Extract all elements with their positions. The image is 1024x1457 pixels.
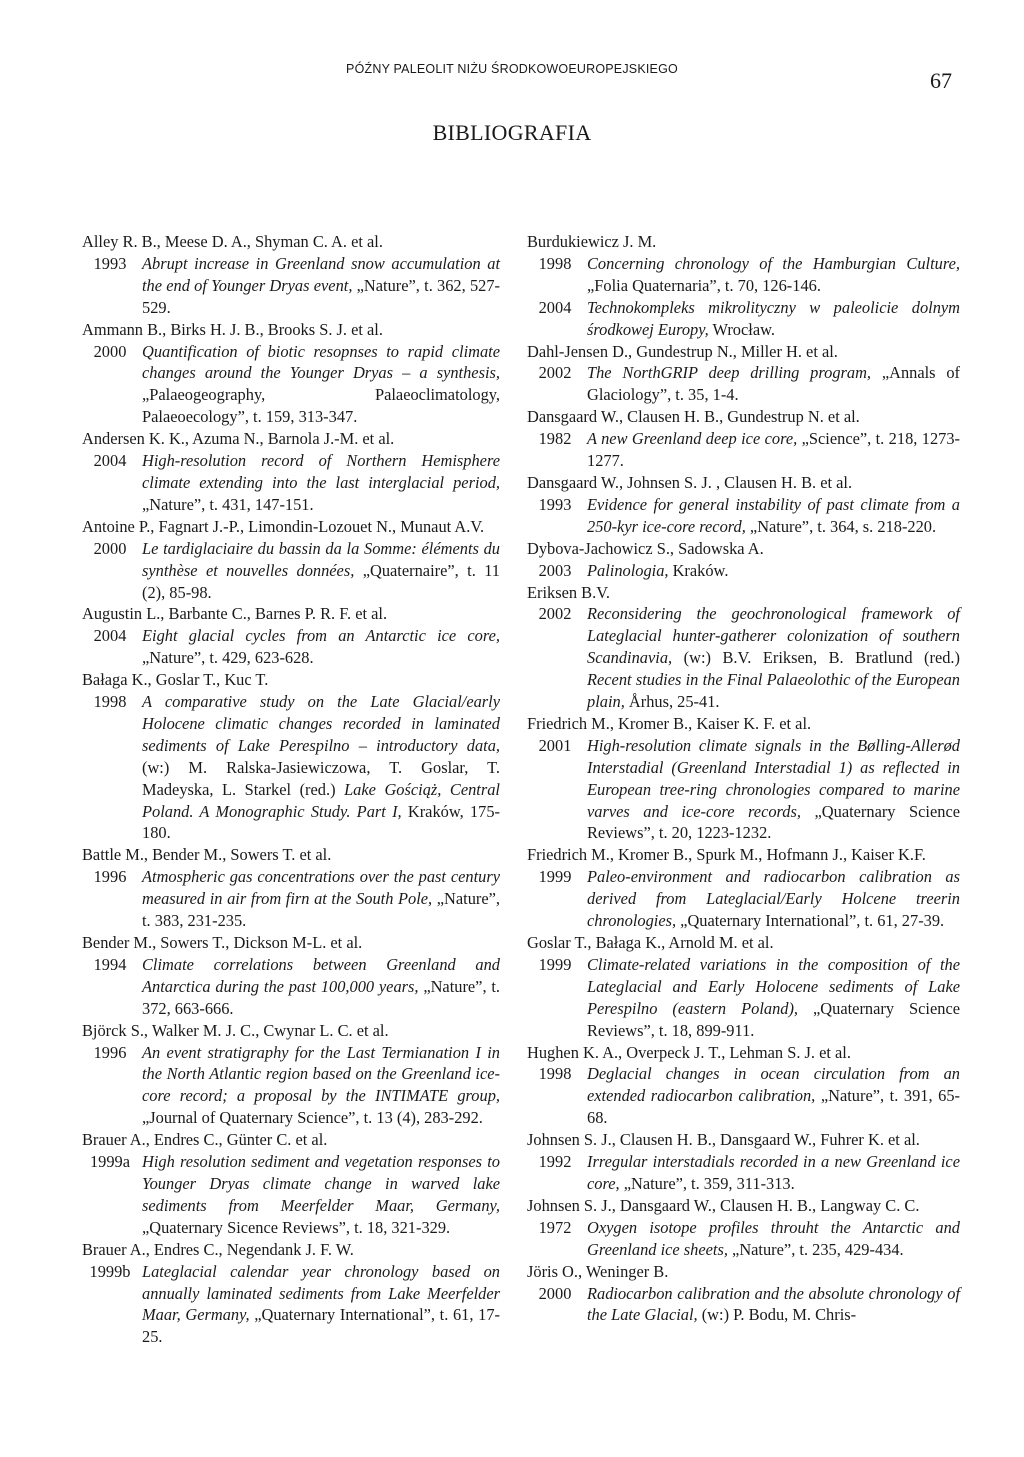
entry-item (82, 341, 500, 429)
entry-details: (w:) B.V. Eriksen, B. Bratlund (red.) (672, 648, 960, 668)
entry-authors: Goslar T., Bałaga K., Arnold M. et al. (527, 933, 774, 952)
entry-authors: Dybova-Jachowicz S., Sadowska A. (527, 538, 764, 558)
entry-item (82, 954, 500, 1020)
entry-title: Paleo-environment and radiocarbon calibration as derived from Lateglacial/Early Holcene treerin chronologies, (587, 867, 960, 931)
entry-title: Reconsidering the geochronological framework of Lateglacial hunter-gatherer colonization of southern Scandinavia, (587, 604, 960, 668)
entry-item (82, 538, 500, 604)
bibliography-entry (82, 669, 500, 844)
entry-details: „Quaternary Science Reviews”, t. 18, 899-911. (587, 998, 960, 1040)
entry-title: Technokompleks mikrolityczny w paleolicie dolnym środkowej Europy, (587, 297, 960, 339)
entry-details: „Journal of Quaternary Science”, t. 13 (4), 283-292. (142, 1108, 483, 1128)
bibliography-entry (82, 319, 500, 429)
entry-authors: Brauer A., Endres C., Günter C. et al. (82, 1130, 328, 1150)
entry-authors: Battle M., Bender M., Sowers T. et al. (82, 845, 332, 865)
entry-year: 1999b (89, 1261, 131, 1281)
entry-item (527, 735, 960, 845)
entry-title: Concerning chronology of the Hamburgian Culture, (587, 253, 960, 273)
entry-year: 1992 (538, 1152, 572, 1172)
entry-year: 1999 (538, 954, 572, 974)
entry-title: Lateglacial calendar year chronology based on annually laminated sediments from Lake Meerfelder Maar, Germany, (142, 1261, 500, 1325)
entry-authors: Antoine P., Fagnart J.-P., Limondin-Lozouet N., Munaut A.V. (82, 516, 485, 536)
entry-item (82, 1042, 500, 1130)
entry-year: 1993 (93, 253, 127, 273)
entry-title: High-resolution climate signals in the Bølling-Allerød Interstadial (Greenland Interstadial 1) as reflected in European tree-ring chronologies compared to marine varves and ice-core records, (587, 735, 960, 821)
bibliography-entry (527, 472, 960, 538)
page-number: 67 (930, 68, 952, 93)
entry-item (82, 1151, 500, 1239)
entry-authors: Johnsen S. J., Clausen H. B., Dansgaard W., Fuhrer K. et al. (527, 1130, 920, 1150)
entry-year: 1998 (538, 1064, 572, 1084)
entry-details: (w:) M. Ralska-Jasiewiczowa, T. Goslar, T. Madeyska, L. Starkel (red.) (142, 757, 500, 799)
entry-title: High resolution sediment and vegetation responses to Younger Dryas climate change in warved lake sediments from Meerfelder Maar, Germany, (142, 1152, 500, 1215)
entry-authors: Augustin L., Barbante C., Barnes P. R. F. et al. (82, 604, 388, 624)
entry-year: 2002 (538, 363, 572, 383)
bibliography-entry (82, 516, 500, 604)
entry-item (82, 253, 500, 319)
entry-item (527, 1063, 960, 1129)
entry-item (527, 494, 960, 538)
bibliography-entry (527, 1129, 960, 1195)
bibliography-entry (527, 538, 960, 582)
entry-details: „Nature”, t. 372, 663-666. (142, 976, 501, 1018)
entry-details: „Quaternaire”, t. 11 (2), 85-98. (142, 560, 500, 602)
entry-authors: Björck S., Walker M. J. C., Cwynar L. C. et al. (82, 1020, 389, 1040)
bibliography-entry (527, 1042, 960, 1130)
bibliography-right-column (527, 231, 960, 1326)
bibliography-entry (82, 603, 500, 669)
entry-authors: Hughen K. A., Overpeck J. T., Lehman S. J. et al. (527, 1042, 851, 1062)
entry-item (82, 691, 500, 844)
entry-authors: Ammann B., Birks H. J. B., Brooks S. J. et al. (82, 319, 383, 339)
section-title: BIBLIOGRAFIA (432, 120, 592, 145)
entry-details: Kraków. (668, 560, 729, 580)
entry-title: The NorthGRIP deep drilling program, (587, 363, 872, 383)
entry-authors: Dahl-Jensen D., Gundestrup N., Miller H. et al. (527, 341, 838, 361)
entry-details: „Quaternary International”, t. 61, 27-39. (676, 911, 945, 931)
bibliography-entry (82, 844, 500, 932)
bibliography-entry (82, 428, 500, 516)
entry-authors: Johnsen S. J., Dansgaard W., Clausen H. B., Langway C. C. (527, 1195, 920, 1215)
entry-year: 1982 (538, 429, 572, 449)
entry-title: Atmospheric gas concentrations over the past century measured in air from firn at the South Pole, (142, 867, 500, 909)
entry-year: 2000 (93, 538, 127, 558)
entry-year: 1993 (538, 494, 572, 514)
entry-title: Evidence for general instability of past climate from a 250-kyr ice-core record, (587, 494, 960, 536)
entry-details: Århus, 25-41. (624, 692, 720, 712)
entry-year: 2002 (538, 604, 572, 624)
entry-details: „Nature”, t. 364, s. 218-220. (745, 516, 937, 536)
entry-title: Climate-related variations in the composition of the Lateglacial and Early Holocene sediments of Lake Perespilno (eastern Poland), (587, 954, 960, 1018)
entry-item (527, 428, 960, 472)
entry-details: „Quaternary International”, t. 61, 17-25. (142, 1305, 500, 1347)
bibliography-entry (527, 406, 960, 472)
entry-year: 1996 (93, 1042, 127, 1062)
entry-title: Deglacial changes in ocean circulation from an extended radiocarbon calibration, (587, 1064, 960, 1106)
entry-details: „Science”, t. 218, 1273-1277. (587, 429, 960, 471)
entry-details: „Folia Quaternaria”, t. 70, 126-146. (587, 275, 821, 295)
entry-details: Kraków, 175-180. (142, 801, 500, 843)
entry-item (82, 866, 500, 932)
entry-authors: Dansgaard W., Johnsen S. J. , Clausen H. B. et al. (527, 472, 853, 492)
entry-details: „Annals of Glaciology”, t. 35, 1-4. (587, 363, 960, 405)
bibliography-entry (527, 844, 960, 932)
entry-title: A new Greenland deep ice core, (587, 429, 798, 449)
entry-authors: Brauer A., Endres C., Negendank J. F. W. (82, 1239, 354, 1259)
entry-year: 2000 (93, 341, 127, 361)
entry-item (527, 362, 960, 406)
bibliography-entry (527, 932, 960, 1042)
entry-details: „Nature”, t. 391, 65-68. (587, 1086, 960, 1128)
entry-year: 1999 (538, 867, 572, 887)
entry-title: High-resolution record of Northern Hemisphere climate extending into the last interglacial period, (142, 451, 500, 492)
entry-details: „Nature”, t. 235, 429-434. (727, 1239, 904, 1259)
entry-item (527, 866, 960, 932)
entry-authors: Friedrich M., Kromer B., Kaiser K. F. et al. (527, 713, 812, 733)
bibliography-entry (527, 582, 960, 713)
entry-year: 2004 (93, 626, 127, 646)
entry-item (82, 625, 500, 669)
entry-item (527, 297, 960, 341)
entry-title: An event stratigraphy for the Last Termianation I in the North Atlantic region based on the Greenland ice-core record; a proposal by the INTIMATE group, (142, 1042, 500, 1106)
entry-item (527, 560, 960, 582)
entry-year: 1972 (538, 1217, 572, 1237)
entry-item (527, 1283, 960, 1327)
entry-details: Wrocław. (708, 319, 775, 339)
entry-year: 2003 (538, 560, 572, 580)
entry-authors: Andersen K. K., Azuma N., Barnola J.-M. et al. (82, 429, 395, 449)
entry-item (527, 253, 960, 297)
entry-details: „Quaternary Science Reviews”, t. 20, 1223-1232. (587, 801, 960, 843)
entry-title: Recent studies in the Final Palaeolothic of the European plain, (587, 670, 960, 712)
entry-title: Abrupt increase in Greenland snow accumulation at the end of Younger Dryas event, (142, 253, 500, 295)
running-head: PÓŹNY PALEOLIT NIŻU ŚRODKOWOEUROPEJSKIEGO (346, 62, 678, 76)
entry-authors: Dansgaard W., Clausen H. B., Gundestrup N. et al. (527, 407, 860, 427)
entry-authors: Burdukiewicz J. M. (527, 232, 657, 251)
bibliography-entry (82, 1129, 500, 1239)
bibliography-entry (527, 231, 960, 341)
bibliography-entry (82, 932, 500, 1020)
entry-item (527, 954, 960, 1042)
entry-year: 2000 (538, 1283, 572, 1303)
entry-year: 2004 (538, 297, 572, 317)
entry-item (82, 1261, 500, 1349)
entry-details: „Nature”, t. 359, 311-313. (619, 1173, 795, 1193)
entry-details: „Nature”, t. 362, 527-529. (142, 275, 500, 317)
entry-authors: Bender M., Sowers T., Dickson M-L. et al. (82, 933, 363, 952)
bibliography-entry (82, 231, 500, 319)
entry-year: 1998 (538, 253, 572, 273)
entry-details: „Nature”, t. 431, 147-151. (142, 494, 314, 514)
entry-details: „Nature”, t. 429, 623-628. (142, 648, 314, 668)
entry-title: Lake Gościąż, Central Poland. A Monographic Study. Part I, (142, 779, 500, 821)
bibliography-entry (527, 341, 960, 407)
entry-title: Eight glacial cycles from an Antarctic ice core, (142, 626, 500, 646)
entry-year: 1994 (93, 954, 127, 974)
entry-authors: Friedrich M., Kromer B., Spurk M., Hofmann J., Kaiser K.F. (527, 845, 926, 865)
entry-title: A comparative study on the Late Glacial/early Holocene climatic changes recorded in laminated sediments of Lake Perespilno – introductory data, (142, 692, 500, 755)
entry-title: Palinologia, (587, 560, 669, 580)
entry-year: 1996 (93, 867, 127, 887)
entry-year: 1998 (93, 692, 127, 712)
entry-title: Le tardiglaciaire du bassin da la Somme: éléments du synthèse et nouvelles données, (142, 538, 500, 580)
entry-item (82, 450, 500, 516)
entry-title: Irregular interstadials recorded in a new Greenland ice core, (587, 1152, 960, 1193)
entry-year: 2001 (538, 735, 572, 755)
entry-authors: Alley R. B., Meese D. A., Shyman C. A. et al. (82, 232, 383, 251)
entry-title: Climate correlations between Greenland and Antarctica during the past 100,000 years, (142, 954, 500, 996)
bibliography-entry (82, 1239, 500, 1349)
bibliography-entry (527, 1261, 960, 1327)
entry-details: „Quaternary Sicence Reviews”, t. 18, 321-329. (142, 1217, 451, 1237)
entry-year: 1999a (89, 1152, 131, 1172)
entry-authors: Jöris O., Weninger B. (527, 1261, 669, 1281)
bibliography-left-column (82, 231, 500, 1348)
entry-year: 2004 (93, 451, 127, 471)
entry-title: Quantification of biotic resopnses to rapid climate changes around the Younger Dryas – a synthesis, (142, 341, 500, 383)
entry-authors: Bałaga K., Goslar T., Kuc T. (82, 670, 269, 690)
entry-item (527, 1217, 960, 1261)
entry-title: Oxygen isotope profiles throuht the Antarctic and Greenland ice sheets, (587, 1217, 960, 1259)
entry-details: „Palaeogeography, Palaeoclimatology, Palaeoecology”, t. 159, 313-347. (142, 385, 500, 427)
entry-item (527, 1151, 960, 1195)
entry-item (527, 603, 960, 713)
bibliography-entry (527, 713, 960, 844)
entry-title: Radiocarbon calibration and the absolute chronology of the Late Glacial, (587, 1283, 960, 1325)
bibliography-entry (527, 1195, 960, 1261)
bibliography-entry (82, 1020, 500, 1130)
entry-details: (w:) P. Bodu, M. Chris- (697, 1305, 857, 1325)
entry-authors: Eriksen B.V. (527, 582, 611, 602)
entry-details: „Nature”, t. 383, 231-235. (142, 889, 501, 931)
